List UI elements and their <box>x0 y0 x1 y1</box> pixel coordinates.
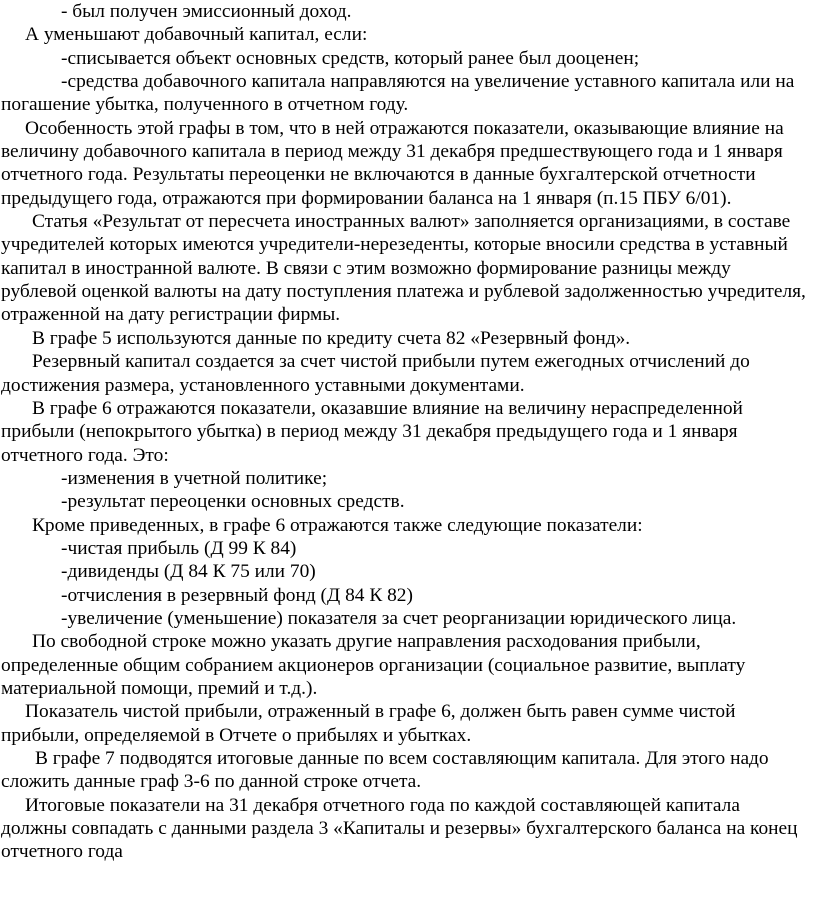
paragraph-18: Показатель чистой прибыли, отраженный в графе 6, должен быть равен сумме чистой прибыли, определяемой в Отчете о прибылях и убытках. <box>1 701 736 746</box>
paragraph-9: В графе 6 отражаются показатели, оказавшие влияние на величину нераспределенной прибыли (непокрытого убытка) в период между 31 декабря предыдущего года и 1 января отчетного года. Это: <box>1 397 743 466</box>
paragraph-20: Итоговые показатели на 31 декабря отчетного года по каждой составляющей капитала должны совпадать с данными раздела 3 «Капиталы и резервы» бухгалтерского баланса на конец отчетного года <box>1 794 798 863</box>
paragraph-6: Статья «Результат от пересчета иностранных валют» заполняется организациями, в составе учредителей которых имеются учредители-нерезеденты, которые вносили средства в уставный капитал в иностранной валюте. В связи с этим возможно формирование разницы между рублевой оценкой валюты на дату поступления платежа и рублевой задолженностью учредителя, отраженной на дату регистрации фирмы. <box>1 211 806 326</box>
paragraph-3: -списывается объект основных средств, который ранее был дооценен; <box>61 47 640 69</box>
paragraph-19: В графе 7 подводятся итоговые данные по всем составляющим капитала. Для этого надо сложить данные граф 3-6 по данной строке отчета. <box>1 748 769 793</box>
paragraph-10: -изменения в учетной политике; <box>61 467 328 489</box>
paragraph-13: -чистая прибыль (Д 99 К 84) <box>61 537 297 559</box>
paragraph-15: -отчисления в резервный фонд (Д 84 К 82) <box>61 584 413 606</box>
paragraph-16: -увеличение (уменьшение) показателя за счет реорганизации юридического лица. <box>61 607 737 629</box>
paragraph-12: Кроме приведенных, в графе 6 отражаются также следующие показатели: <box>32 514 643 536</box>
paragraph-7: В графе 5 используются данные по кредиту счета 82 «Резервный фонд». <box>32 327 631 349</box>
paragraph-2: А уменьшают добавочный капитал, если: <box>25 24 368 46</box>
paragraph-11: -результат переоценки основных средств. <box>61 491 405 513</box>
paragraph-8: Резервный капитал создается за счет чистой прибыли путем ежегодных отчислений до достижения размера, установленного уставными документами. <box>1 351 750 396</box>
paragraph-1: - был получен эмиссионный доход. <box>61 1 352 22</box>
paragraph-4: -средства добавочного капитала направляются на увеличение уставного капитала или на погашение убытка, полученного в отчетном году. <box>1 71 795 116</box>
paragraph-17: По свободной строке можно указать другие направления расходования прибыли, определенные общим собранием акционеров организации (социальное развитие, выплату материальной помощи, премий и т.д.). <box>1 631 746 699</box>
paragraph-14: -дивиденды (Д 84 К 75 или 70) <box>61 561 316 583</box>
paragraph-5: Особенность этой графы в том, что в ней отражаются показатели, оказывающие влияние на величину добавочного капитала в период между 31 декабря предшествующего года и 1 января отчетного года. Результаты переоценки не включаются в данные бухгалтерской отчетности предыдущего года, отражаются при формировании баланса на 1 января (п.15 ПБУ 6/01). <box>1 117 784 209</box>
